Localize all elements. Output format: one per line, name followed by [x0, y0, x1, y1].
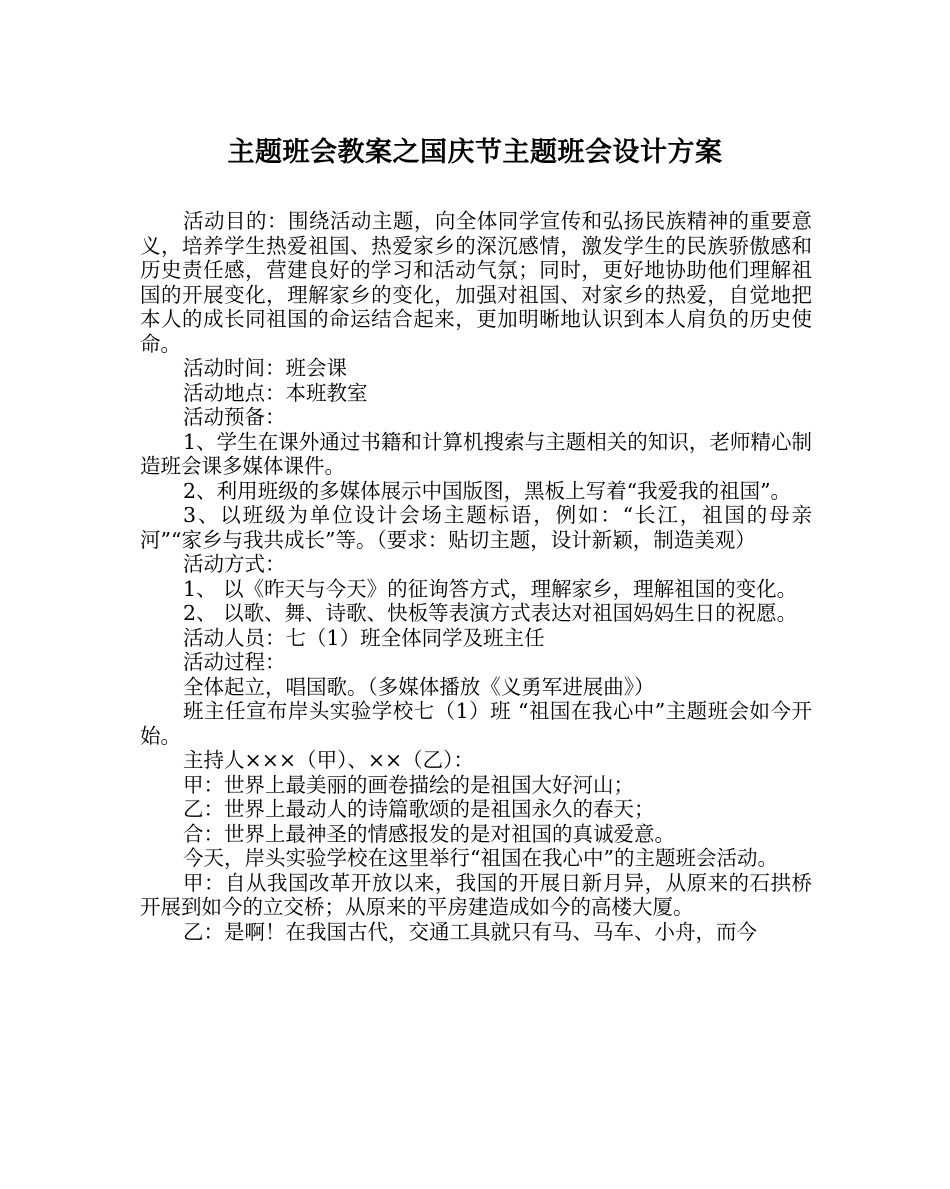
paragraph-method-2: 2、 以歌、舞、诗歌、快板等表演方式表达对祖国妈妈生日的祝愿。: [183, 601, 798, 625]
paragraph-preparation-2: 2、利用班级的多媒体展示中国版图，黑板上写着“我爱我的祖国”。: [183, 478, 792, 503]
document-title: 主题班会教案之国庆节主题班会设计方案: [227, 137, 723, 168]
paragraph-line-b1: 乙：世界上最动人的诗篇歌颂的是祖国永久的春天；: [183, 797, 655, 821]
paragraph-preparation-heading: 活动预备：: [183, 405, 286, 429]
paragraph-line-b2: 乙：是啊！在我国古代，交通工具就只有马、马车、小舟，而今: [183, 919, 758, 944]
paragraph-preparation-1: 1、学生在课外通过书籍和计算机搜索与主题相关的知识，老师精心制造班会课多媒体课件。: [140, 429, 812, 478]
paragraph-line-together: 合：世界上最神圣的情感报发的是对祖国的真诚爱意。: [183, 821, 676, 846]
paragraph-time: 活动时间：班会课: [183, 356, 348, 380]
paragraph-process-heading: 活动过程：: [183, 650, 286, 674]
paragraph-participants: 活动人员：七（1）班全体同学及班主任: [183, 625, 545, 650]
paragraph-announcement: 班主任宣布岸头实验学校七（1）班 “祖国在我心中”主题班会如今开始。: [140, 699, 812, 748]
paragraph-hosts: 主持人×××（甲）、××（乙）：: [183, 748, 474, 772]
paragraph-today: 今天，岸头实验学校在这里举行“祖国在我心中”的主题班会活动。: [183, 846, 779, 870]
paragraph-line-a2: 甲：自从我国改革开放以来，我国的开展日新月异，从原来的石拱桥开展到如今的立交桥；从原来的平房建造成如今的高楼大厦。: [140, 870, 812, 919]
paragraph-anthem: 全体起立，唱国歌。（多媒体播放《义勇军进展曲》）: [183, 674, 655, 699]
paragraph-method-1: 1、 以《昨天与今天》的征询答方式，理解家乡，理解祖国的变化。: [183, 576, 798, 601]
document-body: [140, 209, 812, 944]
paragraph-location: 活动地点：本班教室: [183, 380, 368, 405]
paragraph-line-a1: 甲：世界上最美丽的画卷描绘的是祖国大好河山；: [183, 772, 635, 797]
paragraph-method-heading: 活动方式：: [183, 552, 286, 576]
paragraph-purpose: 活动目的：围绕活动主题，向全体同学宣传和弘扬民族精神的重要意义，培养学生热爱祖国、热爱家乡的深沉感情，激发学生的民族骄傲感和历史责任感，营建良好的学习和活动气氛；同时，更好地协助他们理解祖国的开展变化，理解家乡的变化，加强对祖国、对家乡的热爱，自觉地把本人的成长同祖国的命运结合起来，更加明晰地认识到本人肩负的历史使命。: [140, 209, 812, 356]
paragraph-preparation-3: 3、以班级为单位设计会场主题标语，例如：“长江，祖国的母亲河”“家乡与我共成长”等。（要求：贴切主题，设计新颖，制造美观）: [140, 503, 812, 552]
